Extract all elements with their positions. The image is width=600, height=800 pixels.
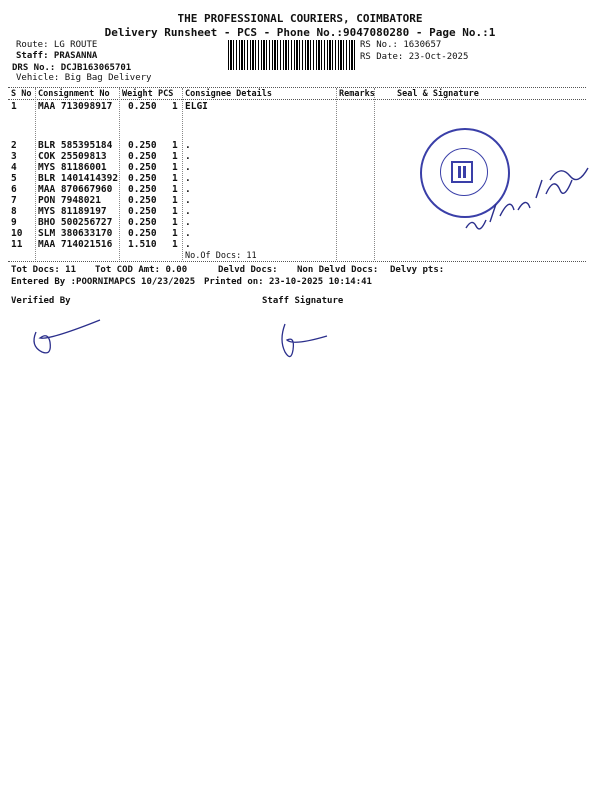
verified-by-label: Verified By — [11, 296, 71, 306]
table-row-cons: MAA 870667960 — [38, 184, 113, 195]
table-row-pcs: 1 — [172, 217, 178, 228]
col-remarks: Remarks — [339, 89, 375, 99]
table-row-details: . — [185, 173, 191, 184]
table-row-details: . — [185, 206, 191, 217]
col-divider — [119, 88, 120, 260]
vehicle-label: Vehicle: Big Bag Delivery — [16, 73, 152, 83]
table-row: 7 — [11, 195, 17, 206]
table-row-pcs: 1 — [172, 140, 178, 151]
table-row-weight: 0.250 — [128, 228, 157, 239]
table-row-pcs: 1 — [172, 162, 178, 173]
col-pcs: PCS — [158, 89, 174, 99]
table-row-pcs: 1 — [172, 184, 178, 195]
table-row-details: . — [185, 184, 191, 195]
table-row-details: . — [185, 151, 191, 162]
table-row-pcs: 1 — [172, 239, 178, 250]
tot-cod-amt: Tot COD Amt: 0.00 — [95, 265, 188, 275]
verifier-signature — [28, 312, 108, 357]
table-row: 10 — [11, 228, 23, 239]
tot-docs: Tot Docs: 11 — [11, 265, 77, 275]
table-row-pcs: 1 — [172, 228, 178, 239]
table-row-weight: 1.510 — [128, 239, 157, 250]
table-row: 2 — [11, 140, 17, 151]
staff-signature — [275, 318, 335, 363]
runsheet-subtitle: Delivery Runsheet - PCS - Phone No.:9047080280 - Page No.:1 — [104, 26, 496, 39]
table-row-cons: MAA 713098917 — [38, 101, 113, 112]
table-row-pcs: 1 — [172, 173, 178, 184]
col-sno: S No — [11, 89, 32, 99]
table-row-pcs: 1 — [172, 101, 178, 112]
table-row-weight: 0.250 — [128, 217, 157, 228]
col-seal: Seal & Signature — [397, 89, 479, 99]
table-row: 5 — [11, 173, 17, 184]
col-divider — [374, 88, 375, 260]
table-bottom-rule — [8, 261, 586, 262]
table-row-weight: 0.250 — [128, 151, 157, 162]
table-row-details: . — [185, 239, 191, 250]
table-row-cons: SLM 380633170 — [38, 228, 113, 239]
table-row-cons: COK 25509813 — [38, 151, 107, 162]
col-divider — [182, 88, 183, 260]
table-row-details: . — [185, 140, 191, 151]
table-row-pcs: 1 — [172, 206, 178, 217]
col-consignee: Consignee Details — [185, 89, 272, 99]
table-row-weight: 0.250 — [128, 195, 157, 206]
table-row: 8 — [11, 206, 17, 217]
delvd-docs: Delvd Docs: — [218, 265, 278, 275]
table-row-weight: 0.250 — [128, 206, 157, 217]
table-row-cons: BLR 1401414392 — [38, 173, 119, 184]
table-row-weight: 0.250 — [128, 101, 157, 112]
table-row-cons: MAA 714021516 — [38, 239, 113, 250]
table-row: 11 — [11, 239, 23, 250]
non-delvd-docs: Non Delvd Docs: — [297, 265, 379, 275]
barcode — [228, 40, 356, 70]
table-row-cons: MYS 81186001 — [38, 162, 107, 173]
table-row-details: . — [185, 162, 191, 173]
entered-by: Entered By :POORNIMAPCS 10/23/2025 — [11, 277, 196, 287]
route-label: Route: LG ROUTE — [16, 40, 98, 50]
table-row-weight: 0.250 — [128, 162, 157, 173]
table-row-weight: 0.250 — [128, 140, 157, 151]
company-title: THE PROFESSIONAL COURIERS, COIMBATORE — [177, 12, 423, 25]
table-row: 4 — [11, 162, 17, 173]
table-row-cons: PON 7948021 — [38, 195, 101, 206]
staff-label: Staff: PRASANNA — [16, 51, 98, 61]
drs-number: DRS No.: DCJB163065701 — [12, 63, 132, 73]
table-row-details: ELGI — [185, 101, 208, 112]
delvy-pts: Delvy pts: — [390, 265, 445, 275]
table-row-pcs: 1 — [172, 151, 178, 162]
table-row-details: . — [185, 195, 191, 206]
rs-date: RS Date: 23-Oct-2025 — [360, 52, 469, 62]
col-consignment: Consignment No — [38, 89, 110, 99]
table-row-pcs: 1 — [172, 195, 178, 206]
table-row-weight: 0.250 — [128, 173, 157, 184]
table-top-rule — [8, 87, 586, 88]
staff-signature-label: Staff Signature — [262, 296, 344, 306]
printed-on: Printed on: 23-10-2025 10:14:41 — [204, 277, 372, 287]
table-row-cons: MYS 81189197 — [38, 206, 107, 217]
table-row: 9 — [11, 217, 17, 228]
table-row-weight: 0.250 — [128, 184, 157, 195]
col-divider — [336, 88, 337, 260]
table-row-details: . — [185, 228, 191, 239]
table-row-details: . — [185, 217, 191, 228]
col-weight: Weight — [122, 89, 153, 99]
table-row: 6 — [11, 184, 17, 195]
handwritten-date-mark — [460, 150, 600, 245]
table-row-cons: BLR 585395184 — [38, 140, 113, 151]
col-divider — [35, 88, 36, 260]
rs-number: RS No.: 1630657 — [360, 40, 442, 50]
table-row-cons: BHO 500256727 — [38, 217, 113, 228]
no-of-docs: No.Of Docs: 11 — [185, 251, 257, 261]
table-row: 1 — [11, 101, 17, 112]
table-header-rule — [8, 99, 586, 100]
table-row: 3 — [11, 151, 17, 162]
